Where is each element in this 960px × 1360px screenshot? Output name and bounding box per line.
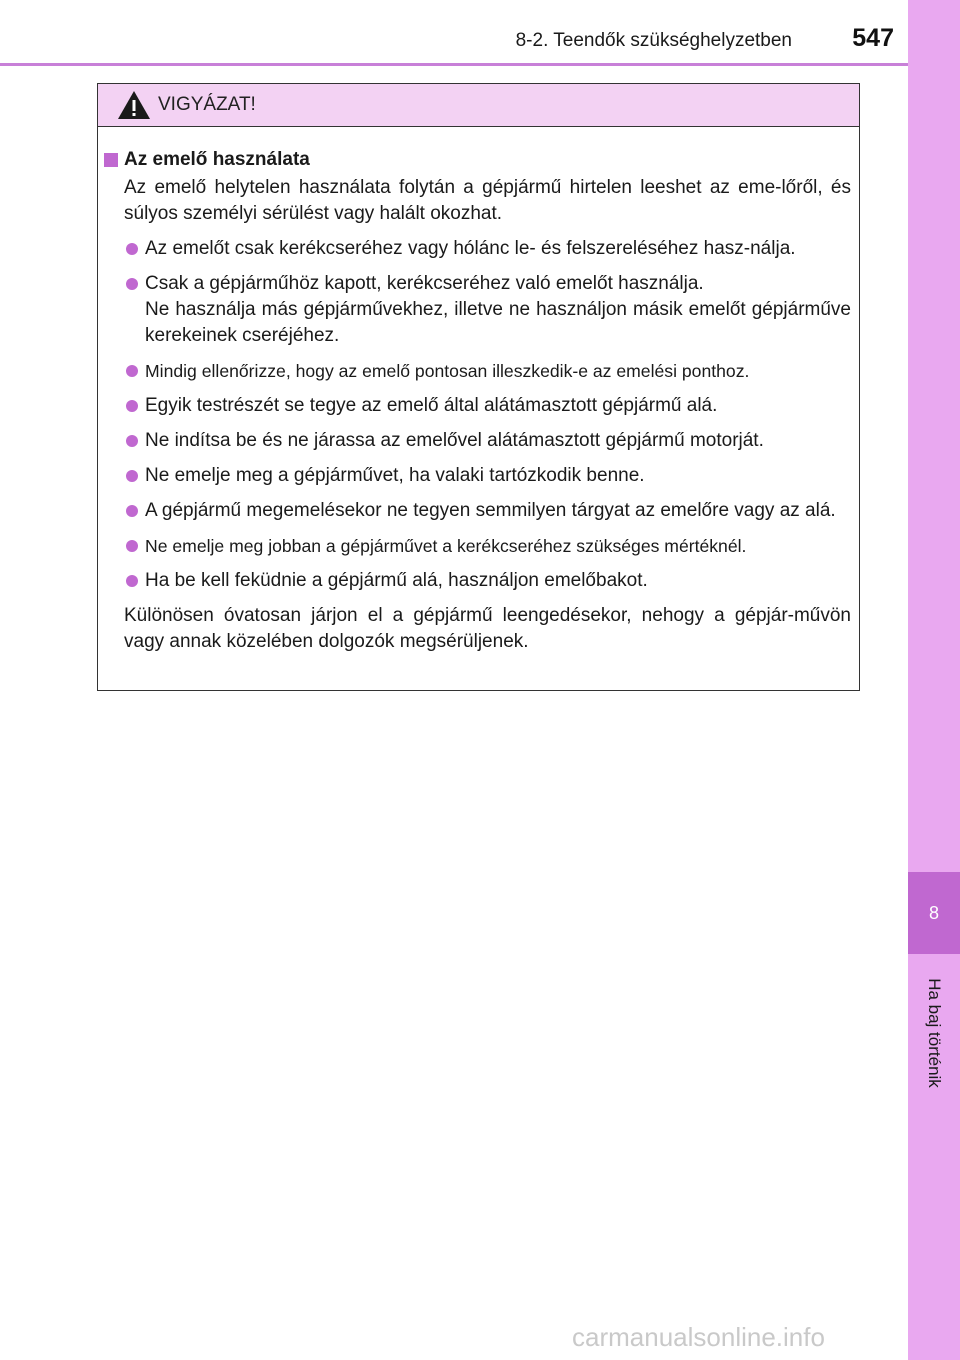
list-item-text: Mindig ellenőrizze, hogy az emelő pontosan illeszkedik-e az emelési ponthoz. xyxy=(145,361,750,381)
bullet-dot-icon xyxy=(126,435,138,447)
bullet-dot-icon xyxy=(126,575,138,587)
list-item xyxy=(124,393,851,419)
list-item-text: Egyik testrészét se tegye az emelő által alátámasztott gépjármű alá. xyxy=(145,395,718,416)
list-item-text: Az emelőt csak kerékcseréhez vagy hólánc le- és felszereléséhez hasz-nálja. xyxy=(145,238,796,259)
list-item xyxy=(124,236,851,262)
page-header-title: 8-2. Teendők szükséghelyzetben xyxy=(515,30,792,51)
list-item xyxy=(124,463,851,489)
bullet-dot-icon xyxy=(126,243,138,255)
list-item-text: A gépjármű megemelésekor ne tegyen semmilyen tárgyat az emelőre vagy az alá. xyxy=(145,500,836,521)
bullet-dot-icon xyxy=(126,505,138,517)
bullet-dot-icon xyxy=(126,278,138,290)
closing-paragraph: Különösen óvatosan járjon el a gépjármű leengedésekor, nehogy a gépjár-művön vagy annak közelében dolgozók megsérüljenek. xyxy=(124,605,851,652)
section-title xyxy=(104,147,851,173)
list-item xyxy=(124,533,851,559)
caution-header xyxy=(98,84,859,127)
section-title-text: Az emelő használata xyxy=(124,149,310,170)
chapter-label: Ha baj történik xyxy=(925,978,944,1088)
header-divider xyxy=(0,63,908,66)
list-item xyxy=(124,358,851,384)
bullet-dot-icon xyxy=(126,470,138,482)
warning-triangle-icon xyxy=(116,89,152,121)
list-item-text: Ne emelje meg jobban a gépjárművet a kerékcseréhez szükséges mértéknél. xyxy=(145,536,747,556)
list-item xyxy=(124,568,851,594)
list-item-text: Ne emelje meg a gépjárművet, ha valaki tartózkodik benne. xyxy=(145,465,645,486)
intro-paragraph: Az emelő helytelen használata folytán a gépjármű hirtelen leeshet az eme-lőről, és súlyos személyi sérülést vagy halált okozhat. xyxy=(124,177,851,224)
list-item-text: Ha be kell feküdnie a gépjármű alá, használjon emelőbakot. xyxy=(145,570,648,591)
list-item-text xyxy=(145,271,851,349)
bullet-dot-icon xyxy=(126,540,138,552)
list-item-line: Ne használja más gépjárművekhez, illetve ne használjon másik emelőt gépjárműve kerekeinek cseréjéhez. xyxy=(145,299,851,346)
list-item-line: Csak a gépjárműhöz kapott, kerékcseréhez való emelőt használja. xyxy=(145,273,704,294)
caution-box xyxy=(97,83,860,691)
list-item xyxy=(124,498,851,524)
bullet-dot-icon xyxy=(126,365,138,377)
chapter-number-box: 8 xyxy=(908,872,960,954)
page-number: 547 xyxy=(852,24,894,52)
caution-label: VIGYÁZAT! xyxy=(158,94,256,115)
list-item xyxy=(124,428,851,454)
caution-body xyxy=(98,127,859,655)
chapter-side-tab xyxy=(908,0,960,1360)
square-bullet-icon xyxy=(104,153,118,167)
list-item-text: Ne indítsa be és ne járassa az emelővel alátámasztott gépjármű motorját. xyxy=(145,430,764,451)
list-item xyxy=(124,271,851,349)
watermark: carmanualsonline.info xyxy=(572,1322,825,1352)
bullet-dot-icon xyxy=(126,400,138,412)
